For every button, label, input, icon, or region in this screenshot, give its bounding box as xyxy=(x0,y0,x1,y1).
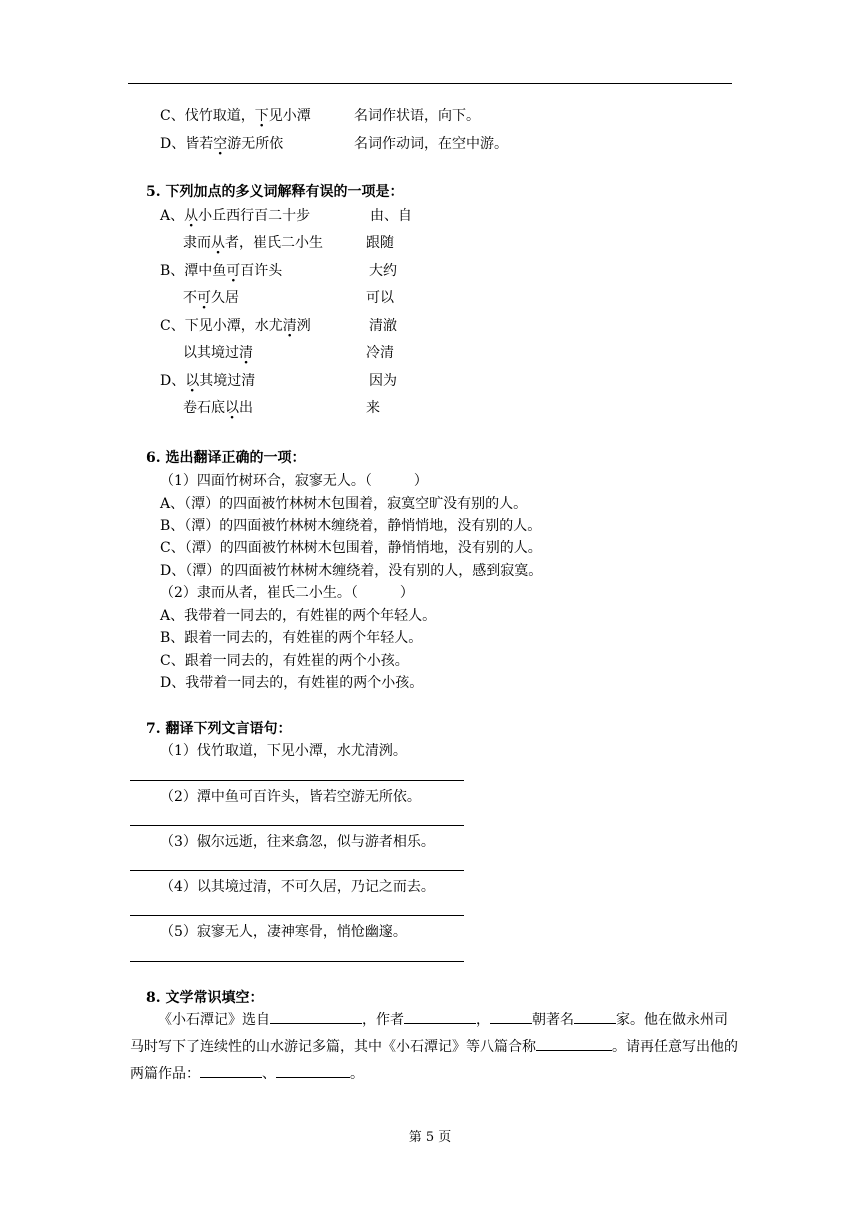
q8-title: 8. 文学常识填空： xyxy=(146,990,264,1006)
header-rule xyxy=(128,83,732,84)
q5-row-term: 不可久居 xyxy=(183,290,239,306)
blank-work-1[interactable] xyxy=(200,1062,262,1078)
q7-answer-line[interactable] xyxy=(130,870,464,871)
q5-row-meaning: 来 xyxy=(366,400,380,416)
q5-row-term: C、下见小潭，水尤清洌 xyxy=(160,318,311,334)
q6-sub-question-2: （2）隶而从者，崔氏二小生。（ ） xyxy=(160,585,414,601)
q7-sentence: （4）以其境过清，不可久居，乃记之而去。 xyxy=(160,879,435,895)
q7-answer-line[interactable] xyxy=(130,961,464,962)
q6-sub-question-1: （1）四面竹树环合，寂寥无人。（ ） xyxy=(160,473,428,489)
q7-answer-line[interactable] xyxy=(130,825,464,826)
blank-source-book[interactable] xyxy=(270,1008,362,1024)
q5-row-meaning: 可以 xyxy=(366,290,394,306)
q7-sentence: （2）潭中鱼可百许头，皆若空游无所依。 xyxy=(160,789,421,805)
q6-option: A、我带着一同去的，有姓崔的两个年轻人。 xyxy=(160,608,437,624)
q7-answer-line[interactable] xyxy=(130,915,464,916)
q5-row-meaning: 冷清 xyxy=(366,345,394,361)
q6-option: B、跟着一同去的，有姓崔的两个年轻人。 xyxy=(160,630,423,646)
blank-profession[interactable] xyxy=(574,1008,616,1024)
q6-title: 6. 选出翻译正确的一项： xyxy=(146,450,306,466)
q6-option: D、（潭）的四面被竹林树木缠绕着，没有别的人，感到寂寞。 xyxy=(160,563,543,579)
q5-row-term: B、潭中鱼可百许头 xyxy=(160,263,283,279)
q5-title: 5. 下列加点的多义词解释有误的一项是： xyxy=(146,184,404,200)
blank-work-2[interactable] xyxy=(276,1062,350,1078)
q7-answer-line[interactable] xyxy=(130,780,464,781)
q5-row-term: 以其境过清 xyxy=(183,345,253,361)
q5-row-meaning: 因为 xyxy=(369,373,397,389)
q5-row-meaning: 由、自 xyxy=(370,208,412,224)
q4-option-d: D、皆若空游无所依 xyxy=(160,136,284,152)
q5-row-term: 卷石底以出 xyxy=(183,400,253,416)
blank-dynasty[interactable] xyxy=(490,1008,532,1024)
q7-sentence: （1）伐竹取道，下见小潭，水尤清洌。 xyxy=(160,743,407,759)
q6-option: B、（潭）的四面被竹林树木缠绕着，静悄悄地，没有别的人。 xyxy=(160,518,542,534)
q7-title: 7. 翻译下列文言语句： xyxy=(146,721,292,737)
blank-author[interactable] xyxy=(404,1008,476,1024)
q4-option-c: C、伐竹取道，下见小潭 xyxy=(160,108,311,124)
q5-row-term: 隶而从者，崔氏二小生 xyxy=(183,235,323,251)
blank-collection-name[interactable] xyxy=(536,1035,612,1051)
q5-row-meaning: 跟随 xyxy=(366,235,394,251)
page-number: 第 5 页 xyxy=(408,1130,452,1145)
q6-option: C、跟着一同去的，有姓崔的两个小孩。 xyxy=(160,653,409,669)
q5-row-meaning: 清澈 xyxy=(369,318,397,334)
q6-option: C、（潭）的四面被竹林树木包围着，静悄悄地，没有别的人。 xyxy=(160,540,542,556)
q6-option: A、（潭）的四面被竹林树木包围着，寂寞空旷没有别的人。 xyxy=(160,496,528,512)
q5-row-term: A、从小丘西行百二十步 xyxy=(160,208,311,224)
q5-row-meaning: 大约 xyxy=(369,263,397,279)
q5-row-term: D、以其境过清 xyxy=(160,373,256,389)
q4-option-c-explanation: 名词作状语，向下。 xyxy=(354,108,480,124)
q4-option-d-explanation: 名词作动词，在空中游。 xyxy=(354,136,508,152)
q6-option: D、我带着一同去的，有姓崔的两个小孩。 xyxy=(160,675,424,691)
q7-sentence: （5）寂寥无人，凄神寒骨，悄怆幽邃。 xyxy=(160,924,407,940)
q7-sentence: （3）俶尔远逝，往来翕忽，似与游者相乐。 xyxy=(160,834,435,850)
q8-fill-in-paragraph: 《小石潭记》选自 ，作者 ， 朝著名 家。他在做永州司马时写下了连续性的山水游记多篇，其中《小石潭记》等八篇合称 。请再任意写出他的两篇作品： 、 。 xyxy=(130,1007,740,1088)
